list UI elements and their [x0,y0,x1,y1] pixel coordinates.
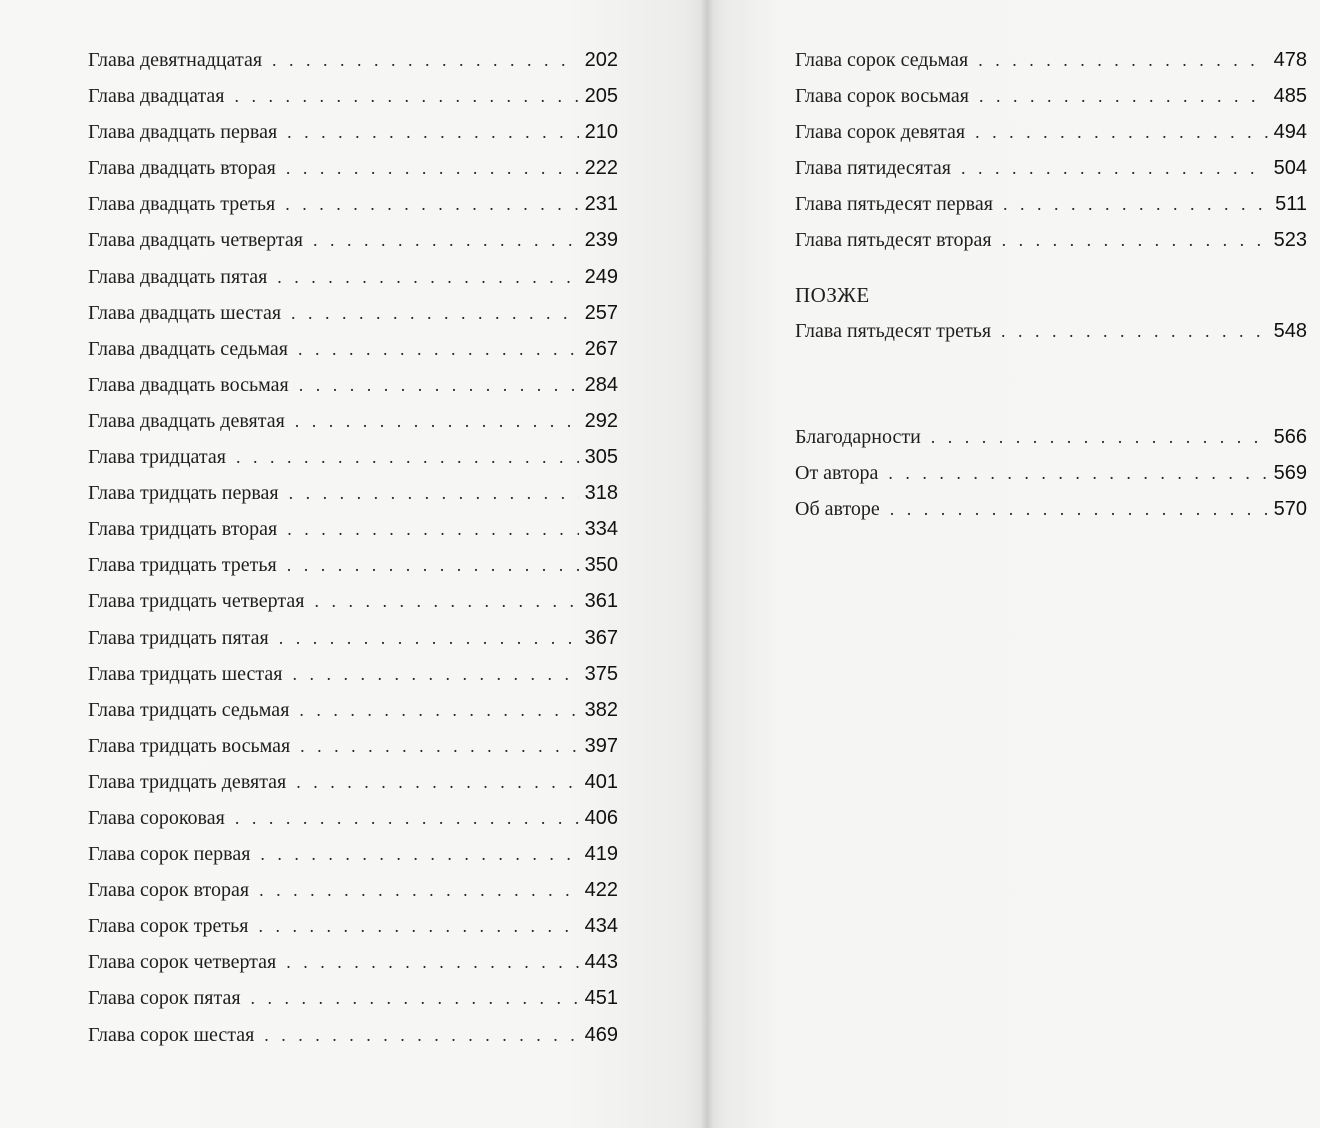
entry-page-number: 267 [584,337,618,360]
entry-title: Глава сороковая [88,806,225,829]
toc-entry [795,150,1307,186]
dot-leader [289,475,579,511]
dot-leader [286,150,579,186]
book-gutter [700,0,714,1128]
entry-page-number: 222 [584,157,618,180]
dot-leader [1002,222,1268,258]
entry-page-number: 249 [584,265,618,288]
dot-leader [292,656,578,692]
entry-page-number: 257 [584,301,618,324]
entry-page-number: 284 [584,373,618,396]
entry-page-number: 569 [1273,461,1307,484]
dot-leader [890,491,1268,527]
entry-title: Глава тридцать седьмая [88,698,290,721]
dot-leader [235,800,579,836]
toc-entry [795,114,1307,150]
dot-leader [272,42,579,78]
dot-leader [235,78,579,114]
toc-entry [88,836,618,872]
toc-entry [88,1017,618,1053]
entry-title: Глава пятьдесят первая [795,193,993,216]
entry-page-number: 478 [1273,49,1307,71]
entry-title: Глава сорок девятая [795,121,966,144]
dot-leader [285,186,578,222]
entry-title: Глава тридцать восьмая [88,734,291,757]
entry-title: Глава сорок четвертая [88,951,277,974]
entry-page-number: 231 [584,193,618,216]
entry-page-number: 511 [1275,193,1307,216]
toc-entry [88,331,618,367]
entry-page-number: 202 [584,49,618,71]
toc-entry [795,419,1307,455]
dot-leader [1003,186,1269,222]
entry-title: Глава сорок пятая [88,987,241,1010]
entry-title: Глава двадцать шестая [88,301,282,324]
toc-entry [88,259,618,295]
toc-entry [88,944,618,980]
toc-entry [88,114,618,150]
entry-page-number: 305 [584,446,618,469]
toc-entry [88,980,618,1016]
dot-leader [299,367,579,403]
dot-leader [961,150,1268,186]
toc-entry [88,692,618,728]
toc-entry [88,511,618,547]
entry-page-number: 318 [584,482,618,505]
dot-leader [286,944,578,980]
toc-entry [88,439,618,475]
entry-page-number: 367 [584,626,618,649]
entry-page-number: 375 [584,662,618,685]
toc-right-column [795,42,1307,527]
entry-page-number: 566 [1273,425,1307,448]
entry-page-number: 292 [584,409,618,432]
toc-entry [88,656,618,692]
entry-page-number: 205 [584,85,618,108]
entry-title: Глава двадцать восьмая [88,373,289,396]
dot-leader [260,836,578,872]
dot-leader [251,980,579,1016]
table-of-contents-left [88,42,618,1053]
entry-title: Глава тридцать пятая [88,626,269,649]
entry-page-number: 494 [1273,121,1307,144]
dot-leader [287,511,578,547]
toc-entry [88,908,618,944]
toc-entry [795,78,1307,114]
toc-entry [88,222,618,258]
toc-entry [88,583,618,619]
entry-page-number: 382 [584,698,618,721]
dot-leader [1001,313,1268,349]
entry-title: Глава сорок вторая [88,879,250,902]
entry-title: Глава двадцать четвертая [88,229,303,252]
entry-title: Глава двадцать пятая [88,265,268,288]
dot-leader [279,620,579,656]
toc-entry [88,150,618,186]
entry-title: Глава сорок третья [88,915,249,938]
toc-entry [795,455,1307,491]
entry-page-number: 239 [584,229,618,252]
entry-title: Глава двадцатая [88,85,225,108]
entry-title: Глава пятьдесят вторая [795,229,992,252]
toc-entry [795,186,1307,222]
dot-leader [975,114,1268,150]
toc-entry [88,367,618,403]
entry-title: Глава тридцать шестая [88,662,283,685]
dot-leader [979,78,1268,114]
entry-page-number: 485 [1273,85,1307,108]
entry-title: Глава тридцать вторая [88,518,278,541]
entry-page-number: 334 [584,518,618,541]
entry-title: Глава пятьдесят третья [795,319,992,342]
toc-entry [88,78,618,114]
entry-title: Глава двадцать вторая [88,157,276,180]
dot-leader [888,455,1267,491]
dot-leader [931,419,1268,455]
dot-leader [277,259,578,295]
entry-page-number: 350 [584,554,618,577]
dot-leader [287,114,578,150]
entry-title: Глава девятнадцатая [88,49,263,71]
toc-entry [88,42,618,78]
toc-entry [795,313,1307,349]
toc-entry [88,800,618,836]
dot-leader [287,547,579,583]
dot-leader [296,764,578,800]
entry-page-number: 210 [584,121,618,144]
entry-title: Глава тридцать третья [88,554,277,577]
entry-title: Глава тридцать первая [88,482,279,505]
entry-page-number: 361 [584,590,618,613]
toc-entry [88,475,618,511]
entry-title: Глава двадцать девятая [88,409,285,432]
toc-entry [88,547,618,583]
entry-page-number: 422 [584,879,618,902]
entry-title: Глава двадцать первая [88,121,278,144]
group-spacer [795,349,1307,419]
dot-leader [300,728,578,764]
toc-group-later [795,313,1307,349]
dot-leader [299,692,578,728]
entry-page-number: 443 [584,951,618,974]
toc-entry [88,186,618,222]
entry-page-number: 469 [584,1023,618,1046]
dot-leader [295,403,579,439]
entry-title: Об авторе [795,497,880,520]
dot-leader [291,295,579,331]
toc-entry [88,764,618,800]
entry-page-number: 419 [584,843,618,866]
entry-page-number: 548 [1273,319,1307,342]
dot-leader [978,42,1267,78]
entry-title: Глава пятидесятая [795,157,952,180]
dot-leader [298,331,579,367]
entry-page-number: 401 [584,770,618,793]
entry-title: Глава сорок восьмая [795,85,969,108]
toc-entry [88,620,618,656]
entry-title: Глава сорок шестая [88,1023,255,1046]
toc-entry [795,222,1307,258]
dot-leader [264,1017,578,1053]
entry-title: Глава тридцать девятая [88,770,287,793]
toc-entry [795,491,1307,527]
entry-page-number: 523 [1273,229,1307,252]
entry-title: Благодарности [795,425,921,448]
toc-group-back-matter [795,419,1307,527]
entry-title: Глава тридцатая [88,446,226,469]
entry-title: От автора [795,461,879,484]
entry-title: Глава тридцать четвертая [88,590,305,613]
entry-page-number: 406 [584,806,618,829]
toc-group-chapters [795,42,1307,259]
dot-leader [259,908,579,944]
entry-title: Глава сорок первая [88,843,251,866]
entry-title: Глава двадцать седьмая [88,337,288,360]
entry-page-number: 397 [584,734,618,757]
entry-page-number: 434 [584,915,618,938]
toc-entry [88,872,618,908]
entry-page-number: 504 [1273,157,1307,180]
entry-title: Глава двадцать третья [88,193,276,216]
entry-page-number: 570 [1273,497,1307,520]
toc-entry [88,403,618,439]
toc-entry [88,728,618,764]
dot-leader [259,872,579,908]
entry-title: Глава сорок седьмая [795,49,969,71]
section-heading: ПОЗЖЕ [795,282,870,307]
entry-page-number: 451 [584,987,618,1010]
dot-leader [313,222,579,258]
dot-leader [236,439,579,475]
toc-entry [795,42,1307,78]
toc-entry [88,295,618,331]
dot-leader [314,583,578,619]
